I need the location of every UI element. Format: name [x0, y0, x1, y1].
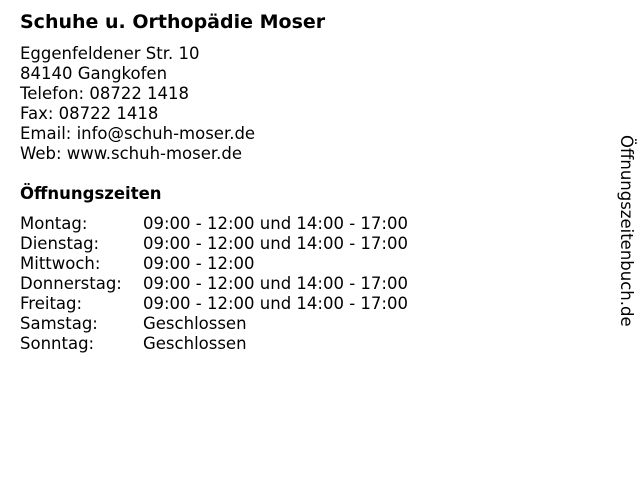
day-hours: 09:00 - 12:00 und 14:00 - 17:00 — [143, 294, 408, 313]
hours-row-friday — [20, 294, 408, 314]
day-label: Dienstag: — [20, 234, 100, 253]
website: Web: www.schuh-moser.de — [20, 144, 243, 163]
business-name: Schuhe u. Orthopädie Moser — [20, 11, 326, 33]
day-label: Sonntag: — [20, 334, 95, 353]
day-hours: 09:00 - 12:00 und 14:00 - 17:00 — [143, 234, 408, 253]
day-label: Samstag: — [20, 314, 98, 333]
day-label: Mittwoch: — [20, 254, 101, 273]
hours-row-wednesday — [20, 254, 408, 274]
day-hours: 09:00 - 12:00 — [143, 254, 255, 273]
city-postal: 84140 Gangkofen — [20, 64, 168, 83]
contact-info — [20, 44, 255, 164]
opening-hours-table — [20, 214, 408, 354]
hours-row-sunday — [20, 334, 408, 354]
day-label: Donnerstag: — [20, 274, 122, 293]
day-hours: Geschlossen — [143, 314, 247, 333]
day-label: Montag: — [20, 214, 88, 233]
day-hours: 09:00 - 12:00 und 14:00 - 17:00 — [143, 274, 408, 293]
watermark-text: Öffnungszeitenbuch.de — [617, 135, 636, 327]
day-hours: Geschlossen — [143, 334, 247, 353]
email-address: Email: info@schuh-moser.de — [20, 124, 256, 143]
opening-hours-heading: Öffnungszeiten — [20, 184, 162, 203]
street-address: Eggenfeldener Str. 10 — [20, 44, 200, 63]
hours-row-saturday — [20, 314, 408, 334]
day-hours: 09:00 - 12:00 und 14:00 - 17:00 — [143, 214, 408, 233]
hours-row-tuesday — [20, 234, 408, 254]
site-watermark — [612, 135, 638, 335]
hours-row-thursday — [20, 274, 408, 294]
day-label: Freitag: — [20, 294, 83, 313]
phone-number: Telefon: 08722 1418 — [20, 84, 190, 103]
hours-row-monday — [20, 214, 408, 234]
fax-number: Fax: 08722 1418 — [20, 104, 159, 123]
